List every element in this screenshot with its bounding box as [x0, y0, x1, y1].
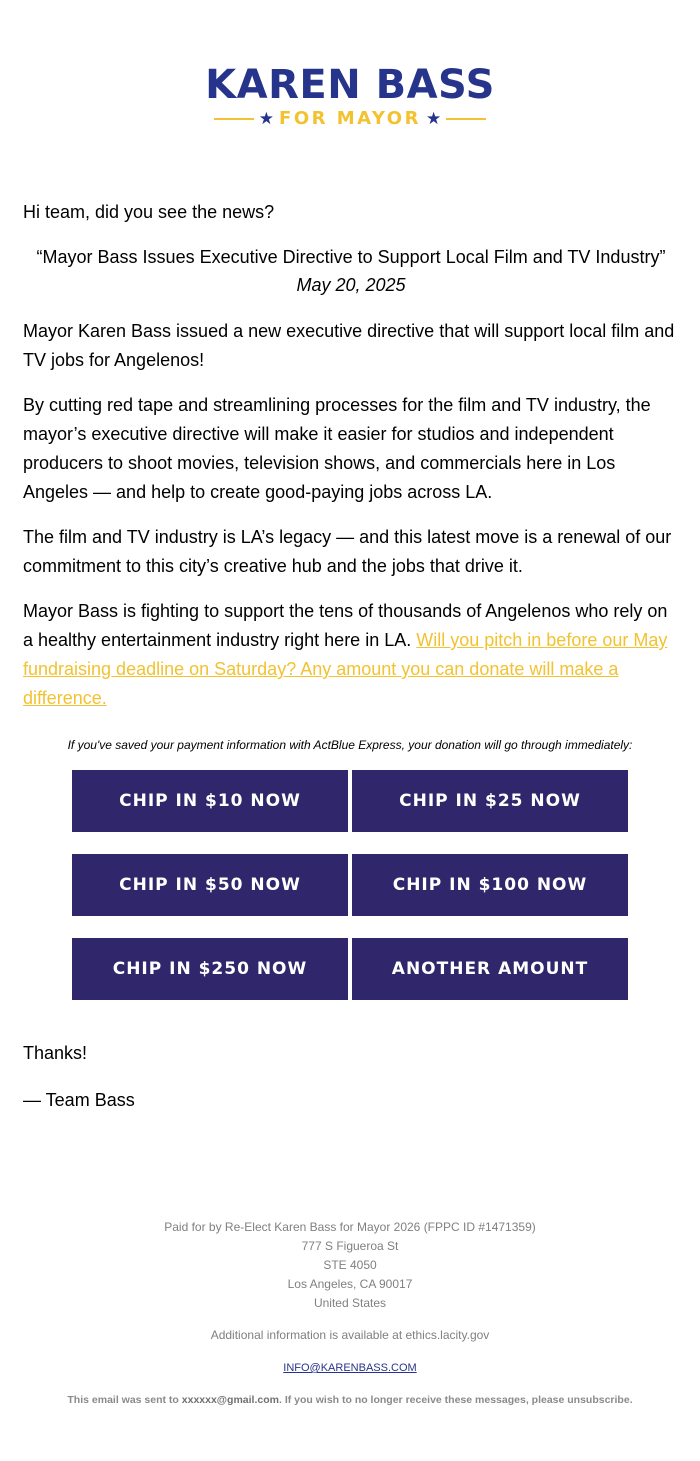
logo-subtitle	[0, 108, 700, 130]
address-city: Los Angeles, CA 90017	[287, 1277, 413, 1291]
paid-for-disclaimer: Paid for by Re-Elect Karen Bass for Mayor 2026 (FPPC ID #1471359)	[164, 1220, 536, 1234]
chip-in-50-button[interactable]: CHIP IN $50 NOW	[72, 854, 348, 916]
paragraph-1: Mayor Karen Bass issued a new executive directive that will support local film and TV jobs for Angelenos!	[23, 321, 675, 370]
team-signature: — Team Bass	[23, 1090, 135, 1110]
recipient-email: xxxxxx@gmail.com	[181, 1394, 279, 1406]
sent-suffix[interactable]: . If you wish to no longer receive these messages, please unsubscribe.	[278, 1394, 633, 1406]
headline-date: May 20, 2025	[296, 275, 406, 295]
button-row	[72, 770, 628, 832]
logo-right-line	[446, 118, 486, 120]
address-country: United States	[313, 1296, 387, 1310]
paragraph-2: By cutting red tape and streamlining processes for the film and TV industry, the mayor’s executive directive will make it easier for studios and independent producers to shoot movies, television shows, and commercials here in Los Angeles — and help to create good-paying jobs across LA.	[23, 395, 651, 502]
thanks-text: Thanks!	[23, 1043, 88, 1063]
logo-left-line	[214, 118, 254, 120]
address-street: 777 S Figueroa St	[301, 1239, 399, 1253]
karen-bass-logo	[0, 62, 700, 130]
chip-in-100-button[interactable]: CHIP IN $100 NOW	[352, 854, 628, 916]
paragraph-3: The film and TV industry is LA’s legacy — and this latest move is a renewal of our commitment to this city’s creative hub and the jobs that drive it.	[23, 527, 672, 576]
paragraph-4-text: Mayor Bass is fighting to support the tens of thousands of Angelenos who rely on a healthy entertainment industry right here in LA.	[23, 601, 668, 650]
footer	[0, 1218, 700, 1410]
logo-name: KAREN BASS	[205, 62, 495, 108]
donation-buttons	[72, 770, 628, 1022]
another-amount-button[interactable]: ANOTHER AMOUNT	[352, 938, 628, 1000]
button-row	[72, 938, 628, 1000]
unsubscribe-notice	[0, 1391, 700, 1410]
news-headline	[23, 243, 679, 299]
contact-email-link[interactable]: INFO@KARENBASS.COM	[283, 1362, 417, 1374]
star-icon: ★	[258, 109, 275, 128]
chip-in-10-button[interactable]: CHIP IN $10 NOW	[72, 770, 348, 832]
actblue-note: If you've saved your payment information with ActBlue Express, your donation will go through immediately:	[67, 738, 633, 752]
paragraph-4	[23, 597, 679, 713]
signoff	[23, 1039, 135, 1133]
additional-info: Additional information is available at ethics.lacity.gov	[210, 1328, 490, 1342]
star-icon: ★	[425, 109, 442, 128]
button-row	[72, 854, 628, 916]
sent-prefix: This email was sent to	[67, 1394, 179, 1406]
logo-sub-text: FOR MAYOR	[279, 108, 421, 129]
donate-link[interactable]: Will you pitch in before our May fundraising deadline on Saturday? Any amount you can donate will make a difference.	[23, 630, 668, 708]
address-suite: STE 4050	[323, 1258, 377, 1272]
chip-in-250-button[interactable]: CHIP IN $250 NOW	[72, 938, 348, 1000]
email-body	[23, 198, 679, 729]
chip-in-25-button[interactable]: CHIP IN $25 NOW	[352, 770, 628, 832]
greeting: Hi team, did you see the news?	[23, 202, 275, 222]
headline-text: “Mayor Bass Issues Executive Directive to Support Local Film and TV Industry”	[36, 247, 666, 267]
